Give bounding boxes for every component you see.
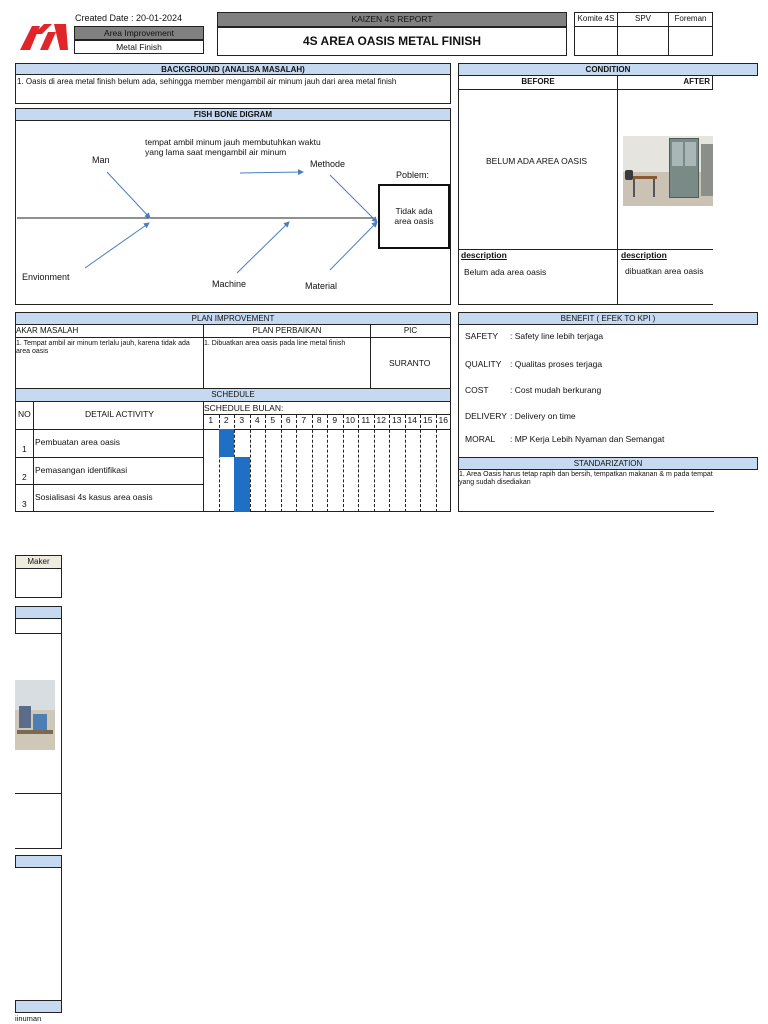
fishbone-man-note: tempat ambil minum jauh membutuhkan waktu yang lama saat mengambil air minum bbox=[145, 137, 321, 157]
standarization-text: 1. Area Oasis harus tetap rapih dan bersih, tempatkan makanan & m pada tempat yang sudah disediakan bbox=[459, 471, 713, 486]
schedule-bar bbox=[234, 484, 250, 512]
schedule-week-16: 16 bbox=[438, 415, 448, 425]
before-desc-label: description bbox=[461, 250, 507, 260]
schedule-week-3: 3 bbox=[239, 415, 245, 425]
page2-header-3 bbox=[15, 1000, 62, 1013]
schedule-bar bbox=[234, 457, 250, 484]
plan-pic: SURANTO bbox=[389, 358, 431, 368]
schedule-week-divider bbox=[281, 415, 282, 512]
fishbone-machine: Machine bbox=[212, 279, 247, 289]
schedule-week-7: 7 bbox=[301, 415, 307, 425]
schedule-week-divider bbox=[405, 415, 406, 512]
sign-spv bbox=[617, 26, 669, 56]
schedule-week-divider bbox=[250, 415, 251, 512]
fishbone-title: FISH BONE DIGRAM bbox=[15, 108, 451, 121]
benefit-value-cost: : Cost mudah berkurang bbox=[510, 385, 602, 395]
schedule-title: SCHEDULE bbox=[15, 388, 451, 402]
schedule-week-divider bbox=[327, 415, 328, 512]
schedule-week-10: 10 bbox=[345, 415, 355, 425]
condition-after-header bbox=[617, 75, 713, 90]
area-label bbox=[74, 26, 204, 40]
schedule-bar bbox=[219, 429, 235, 457]
fishbone-man: Man bbox=[92, 155, 110, 165]
condition-after-label: AFTER bbox=[683, 77, 710, 86]
schedule-week-8: 8 bbox=[316, 415, 322, 425]
company-logo bbox=[18, 20, 70, 52]
schedule-week-divider bbox=[420, 415, 421, 512]
sign-foreman bbox=[668, 26, 713, 56]
report-type: KAIZEN 4S REPORT bbox=[351, 14, 433, 24]
schedule-week-14: 14 bbox=[407, 415, 417, 425]
condition-title: CONDITION bbox=[458, 63, 758, 76]
benefit-label-delivery: DELIVERY bbox=[465, 411, 507, 421]
page2-benefit-cell bbox=[15, 867, 62, 1001]
maker-label: Maker bbox=[15, 555, 62, 569]
schedule-row-activity: Sosialisasi 4s kasus area oasis bbox=[35, 492, 153, 502]
schedule-week-divider bbox=[312, 415, 313, 512]
benefit-label-safety: SAFETY bbox=[465, 331, 499, 341]
fishbone-problem: Tidak ada area oasis bbox=[394, 206, 434, 226]
after-desc: dibuatkan area oasis bbox=[625, 266, 704, 276]
schedule-col-activity: DETAIL ACTIVITY bbox=[85, 409, 154, 419]
schedule-row-no: 3 bbox=[22, 499, 27, 509]
sign-komite bbox=[574, 26, 618, 56]
benefit-label-quality: QUALITY bbox=[465, 359, 502, 369]
approval-spv: SPV bbox=[617, 12, 669, 27]
background-box bbox=[15, 74, 451, 104]
schedule-week-divider bbox=[436, 415, 437, 512]
schedule-week-13: 13 bbox=[392, 415, 402, 425]
created-date: Created Date : 20-01-2024 bbox=[75, 13, 183, 23]
report-type-bar bbox=[217, 12, 567, 27]
plan-perbaikan: 1. Dibuatkan area oasis pada line metal finish bbox=[204, 340, 346, 347]
schedule-week-divider bbox=[343, 415, 344, 512]
schedule-week-11: 11 bbox=[361, 415, 371, 425]
background-title: BACKGROUND (ANALISA MASALAH) bbox=[15, 63, 451, 75]
plan-col-pic: PIC bbox=[370, 324, 451, 338]
plan-title: PLAN IMPROVEMENT bbox=[15, 312, 451, 325]
benefit-label-moral: MORAL bbox=[465, 434, 496, 444]
schedule-col-bulan: SCHEDULE BULAN: bbox=[204, 403, 284, 413]
schedule-week-12: 12 bbox=[376, 415, 386, 425]
schedule-week-divider bbox=[265, 415, 266, 512]
schedule-row-no: 1 bbox=[22, 444, 27, 454]
area-label-text: Area Improvement bbox=[104, 28, 174, 38]
background-text: 1. Oasis di area metal finish belum ada, sehingga member mengambil air minum jauh dari area metal finish bbox=[17, 77, 397, 86]
schedule-week-divider bbox=[374, 415, 375, 512]
benefit-title: BENEFIT ( EFEK TO KPI ) bbox=[458, 312, 758, 325]
schedule-week-divider bbox=[296, 415, 297, 512]
condition-before-text: BELUM ADA AREA OASIS bbox=[486, 156, 588, 166]
benefit-value-delivery: : Delivery on time bbox=[510, 411, 576, 421]
benefit-value-safety: : Safety line lebih terjaga bbox=[510, 331, 604, 341]
schedule-week-5: 5 bbox=[270, 415, 276, 425]
schedule-row-no: 2 bbox=[22, 472, 27, 482]
plan-col-perbaikan: PLAN PERBAIKAN bbox=[203, 324, 371, 338]
report-title-box bbox=[217, 27, 567, 56]
schedule-week-divider bbox=[358, 415, 359, 512]
benefit-value-moral: : MP Kerja Lebih Nyaman dan Semangat bbox=[510, 434, 665, 444]
before-desc: Belum ada area oasis bbox=[464, 267, 547, 277]
fishbone-problem-label: Poblem: bbox=[396, 170, 430, 180]
schedule-week-4: 4 bbox=[254, 415, 260, 425]
plan-col-akar: AKAR MASALAH bbox=[15, 324, 204, 338]
after-photo bbox=[623, 136, 713, 206]
fishbone-material: Material bbox=[305, 281, 338, 291]
page2-row-1 bbox=[15, 618, 62, 634]
approval-foreman: Foreman bbox=[668, 12, 713, 27]
standarization-title: STANDARIZATION bbox=[458, 457, 758, 470]
plan-akar: 1. Tempat ambil air minum terlalu jauh, karena tidak ada area oasis bbox=[16, 340, 190, 355]
page2-fragment: iinuman bbox=[15, 1014, 42, 1023]
schedule-col-no: NO bbox=[18, 409, 31, 419]
schedule-row-activity: Pemasangan identifikasi bbox=[35, 465, 128, 475]
schedule-week-6: 6 bbox=[285, 415, 291, 425]
schedule-week-15: 15 bbox=[423, 415, 433, 425]
report-title: 4S AREA OASIS METAL FINISH bbox=[302, 34, 482, 48]
schedule-week-2: 2 bbox=[223, 415, 229, 425]
page2-photo bbox=[15, 680, 55, 750]
maker-sign-box bbox=[15, 568, 62, 598]
after-desc-label: description bbox=[621, 250, 667, 260]
schedule-week-1: 1 bbox=[208, 415, 214, 425]
area-value-text: Metal Finish bbox=[116, 42, 162, 52]
approval-komite: Komite 4S bbox=[574, 12, 618, 27]
fishbone-methode: Methode bbox=[310, 159, 346, 169]
schedule-week-9: 9 bbox=[332, 415, 338, 425]
page2-desc-cell bbox=[15, 793, 62, 849]
schedule-week-divider bbox=[389, 415, 390, 512]
fishbone-envionment: Envionment bbox=[22, 272, 70, 282]
area-value bbox=[74, 40, 204, 54]
benefit-value-quality: : Qualitas proses terjaga bbox=[510, 359, 603, 369]
condition-before-box bbox=[458, 89, 618, 250]
schedule-row-activity: Pembuatan area oasis bbox=[35, 437, 121, 447]
condition-before-header: BEFORE bbox=[458, 75, 618, 90]
benefit-label-cost: COST bbox=[465, 385, 489, 395]
